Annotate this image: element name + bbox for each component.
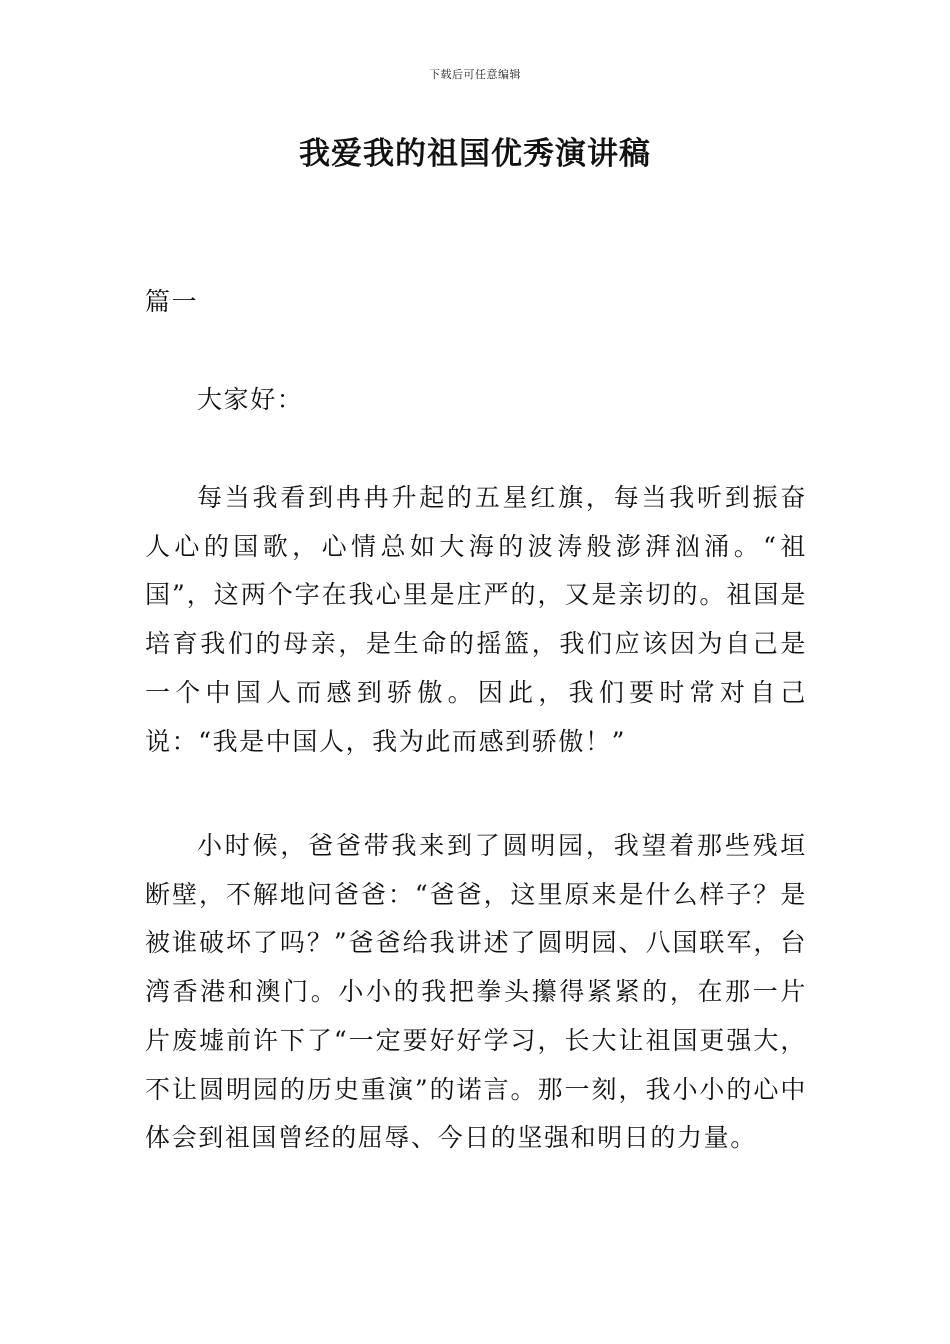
- document-title: 我爱我的祖国优秀演讲稿: [299, 136, 651, 172]
- section-label: 篇一: [145, 287, 199, 316]
- paragraph-2: 小时候，爸爸带我来到了圆明园，我望着那些残垣断壁，不解地问爸爸：“爸爸，这里原来是什么样子？是被谁破坏了吗？”爸爸给我讲述了圆明园、八国联军，台湾香港和澳门。小小的我把拳头攥得紧紧的，在那一片片废墟前许下了“一定要好好学习，长大让祖国更强大，不让圆明园的历史重演”的诺言。那一刻，我小小的心中体会到祖国曾经的屈辱、今日的坚强和明日的力量。: [145, 831, 807, 1153]
- header-note: 下载后可任意编辑: [429, 68, 521, 81]
- greeting: 大家好：: [197, 385, 304, 414]
- paragraph-1: 每当我看到冉冉升起的五星红旗，每当我听到振奋人心的国歌，心情总如大海的波涛般澎湃汹涌。“祖国”，这两个字在我心里是庄严的，又是亲切的。祖国是培育我们的母亲，是生命的摇篮，我们应该因为自己是一个中国人而感到骄傲。因此，我们要时常对自己说：“我是中国人，我为此而感到骄傲！”: [145, 483, 807, 756]
